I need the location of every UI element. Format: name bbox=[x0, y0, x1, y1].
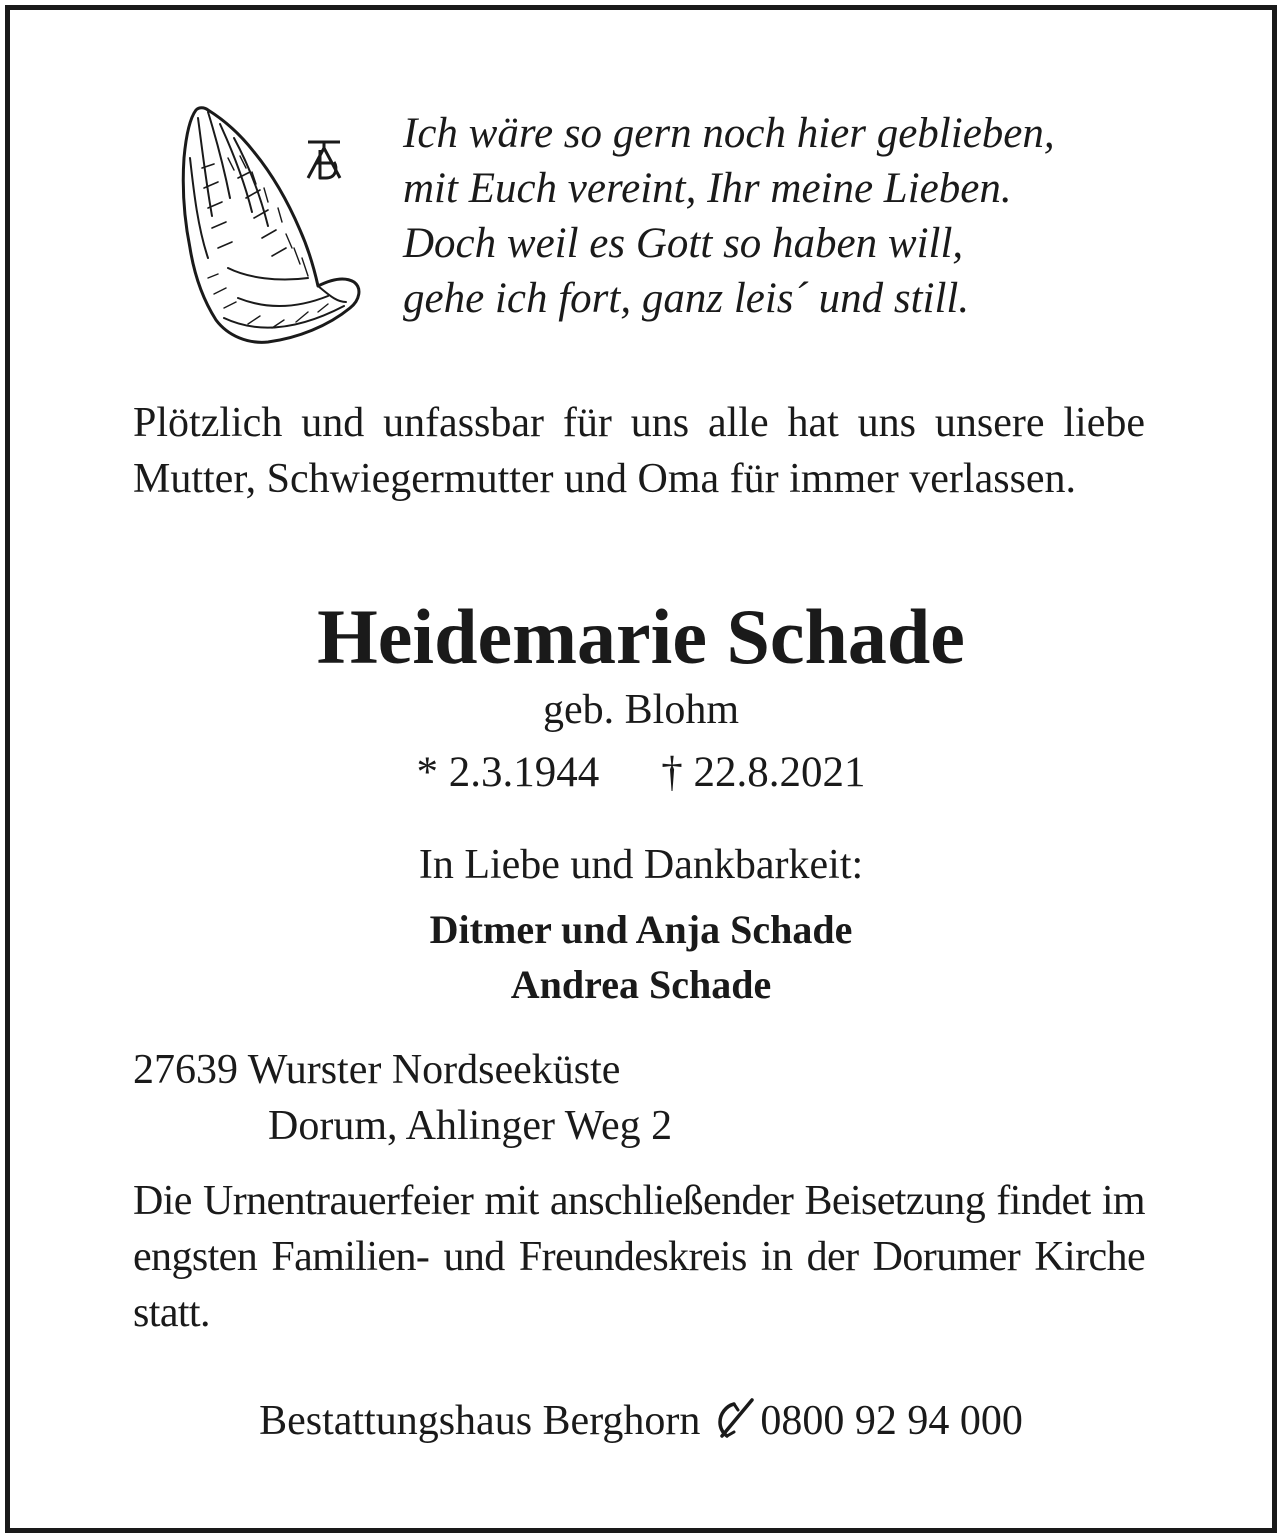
birth-date: * 2.3.1944 bbox=[416, 749, 600, 796]
mourners-line: Andrea Schade bbox=[510, 962, 772, 1007]
praying-hands-icon bbox=[168, 98, 368, 348]
address-line: Dorum, Ahlinger Weg 2 bbox=[268, 1103, 673, 1149]
phone-icon bbox=[714, 1396, 758, 1440]
address bbox=[133, 1042, 672, 1154]
poem-line: mit Euch vereint, Ihr meine Lieben. bbox=[403, 165, 1012, 212]
poem-line: Doch weil es Gott so haben will, bbox=[403, 220, 964, 267]
address-line: 27639 Wurster Nordseeküste bbox=[133, 1047, 621, 1093]
poem bbox=[403, 106, 1055, 326]
poem-line: Ich wäre so gern noch hier geblieben, bbox=[403, 110, 1055, 157]
maiden-name: geb. Blohm bbox=[543, 687, 739, 733]
death-date: † 22.8.2021 bbox=[661, 749, 866, 796]
undertaker-name: Bestattungshaus Berghorn bbox=[259, 1398, 701, 1444]
obituary-notice bbox=[5, 5, 1277, 1533]
life-dates bbox=[10, 747, 1272, 799]
deceased-name: Heidemarie Schade bbox=[317, 593, 965, 680]
poem-line: gehe ich fort, ganz leis´ und still. bbox=[403, 275, 970, 322]
funeral-text: Die Urnentrauerfeier mit anschließender Beisetzung findet im engsten Familien- und Freundeskreis in der Dorumer Kirche statt. bbox=[133, 1178, 1145, 1336]
intro-text: Plötzlich und unfassbar für uns alle hat uns unsere liebe Mutter, Schwiegermutter und Oma für immer verlassen. bbox=[133, 400, 1145, 502]
undertaker-phone: 0800 92 94 000 bbox=[760, 1398, 1023, 1444]
mourners-heading: In Liebe und Dankbarkeit: bbox=[418, 842, 864, 888]
duerer-monogram-icon bbox=[308, 142, 340, 178]
undertaker-line bbox=[10, 1393, 1272, 1449]
mourners-line: Ditmer und Anja Schade bbox=[429, 907, 853, 952]
